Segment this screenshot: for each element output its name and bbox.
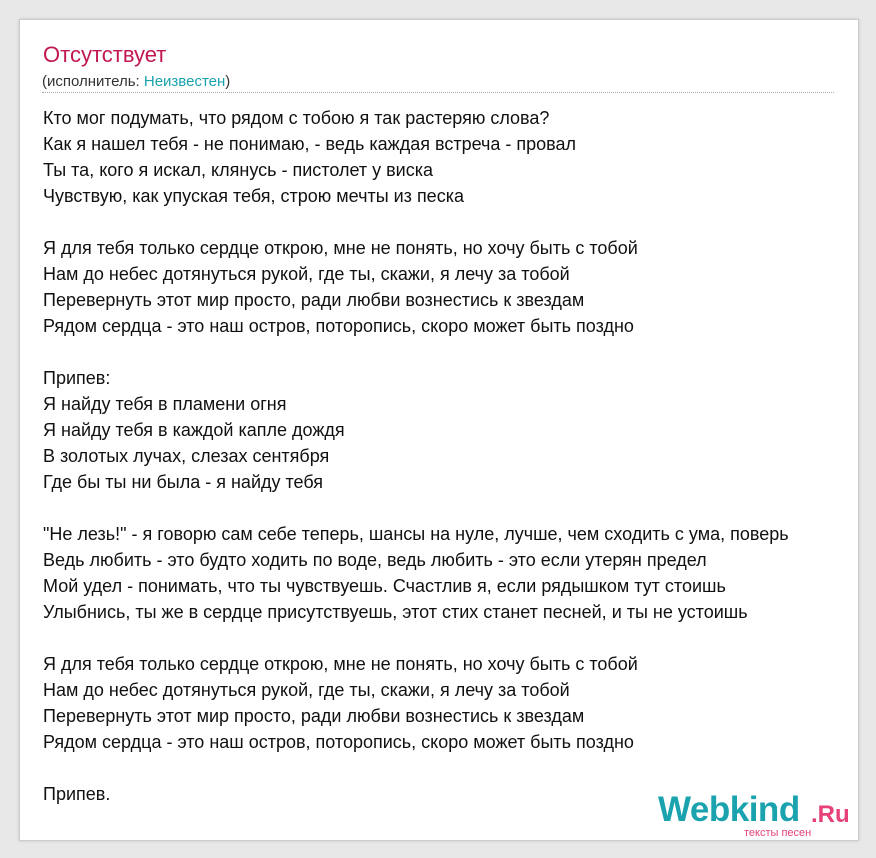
artist-prefix: (исполнитель:	[42, 73, 144, 90]
lyrics-line: Припев.	[43, 784, 111, 804]
lyrics-line: В золотых лучах, слезах сентября	[43, 446, 330, 466]
logo-tld-text: .Ru	[811, 801, 850, 828]
lyrics-line: Я для тебя только сердце открою, мне не понять, но хочу быть с тобой	[43, 654, 638, 674]
lyrics-text	[43, 105, 789, 807]
lyrics-line: Я найду тебя в пламени огня	[43, 394, 287, 414]
lyrics-blank-line	[43, 495, 789, 521]
lyrics-line: Кто мог подумать, что рядом с тобою я так растеряю слова?	[43, 108, 550, 128]
lyrics-blank-line	[43, 209, 789, 235]
lyrics-card	[19, 19, 859, 841]
lyrics-line: Улыбнись, ты же в сердце присутствуешь, этот стих станет песней, и ты не устоишь	[43, 602, 748, 622]
lyrics-line: Ты та, кого я искал, клянусь - пистолет у виска	[43, 160, 434, 180]
lyrics-line: Ведь любить - это будто ходить по воде, ведь любить - это если утерян предел	[43, 550, 707, 570]
lyrics-blank-line	[43, 625, 789, 651]
lyrics-line: Нам до небес дотянуться рукой, где ты, скажи, я лечу за тобой	[43, 680, 570, 700]
lyrics-line: Где бы ты ни была - я найду тебя	[43, 472, 324, 492]
artist-suffix: )	[225, 73, 231, 90]
logo-subtitle: тексты песен	[744, 827, 812, 839]
artist-meta	[42, 73, 230, 90]
lyrics-line: Я для тебя только сердце открою, мне не понять, но хочу быть с тобой	[43, 238, 638, 258]
lyrics-line: Как я нашел тебя - не понимаю, - ведь каждая встреча - провал	[43, 134, 577, 154]
song-title: Отсутствует	[43, 42, 167, 67]
lyrics-line: Рядом сердца - это наш остров, поторопись, скоро может быть поздно	[43, 732, 634, 752]
lyrics-line: Перевернуть этот мир просто, ради любви вознестись к звездам	[43, 706, 585, 726]
lyrics-line: "Не лезь!" - я говорю сам себе теперь, шансы на нуле, лучше, чем сходить с ума, поверь	[43, 524, 789, 544]
site-logo[interactable]	[658, 790, 858, 838]
lyrics-line: Я найду тебя в каждой капле дождя	[43, 420, 345, 440]
lyrics-line: Припев:	[43, 368, 111, 388]
lyrics-line: Мой удел - понимать, что ты чувствуешь. Счастлив я, если рядышком тут стоишь	[43, 576, 726, 596]
lyrics-line: Нам до небес дотянуться рукой, где ты, скажи, я лечу за тобой	[43, 264, 570, 284]
artist-link[interactable]: Неизвестен	[143, 73, 226, 90]
lyrics-blank-line	[43, 339, 789, 365]
divider	[42, 92, 834, 93]
logo-main-text: Webkind	[658, 790, 800, 829]
lyrics-line: Чувствую, как упуская тебя, строю мечты из песка	[43, 186, 464, 206]
lyrics-line: Перевернуть этот мир просто, ради любви вознестись к звездам	[43, 290, 585, 310]
lyrics-line: Рядом сердца - это наш остров, поторопись, скоро может быть поздно	[43, 316, 634, 336]
lyrics-blank-line	[43, 755, 789, 781]
